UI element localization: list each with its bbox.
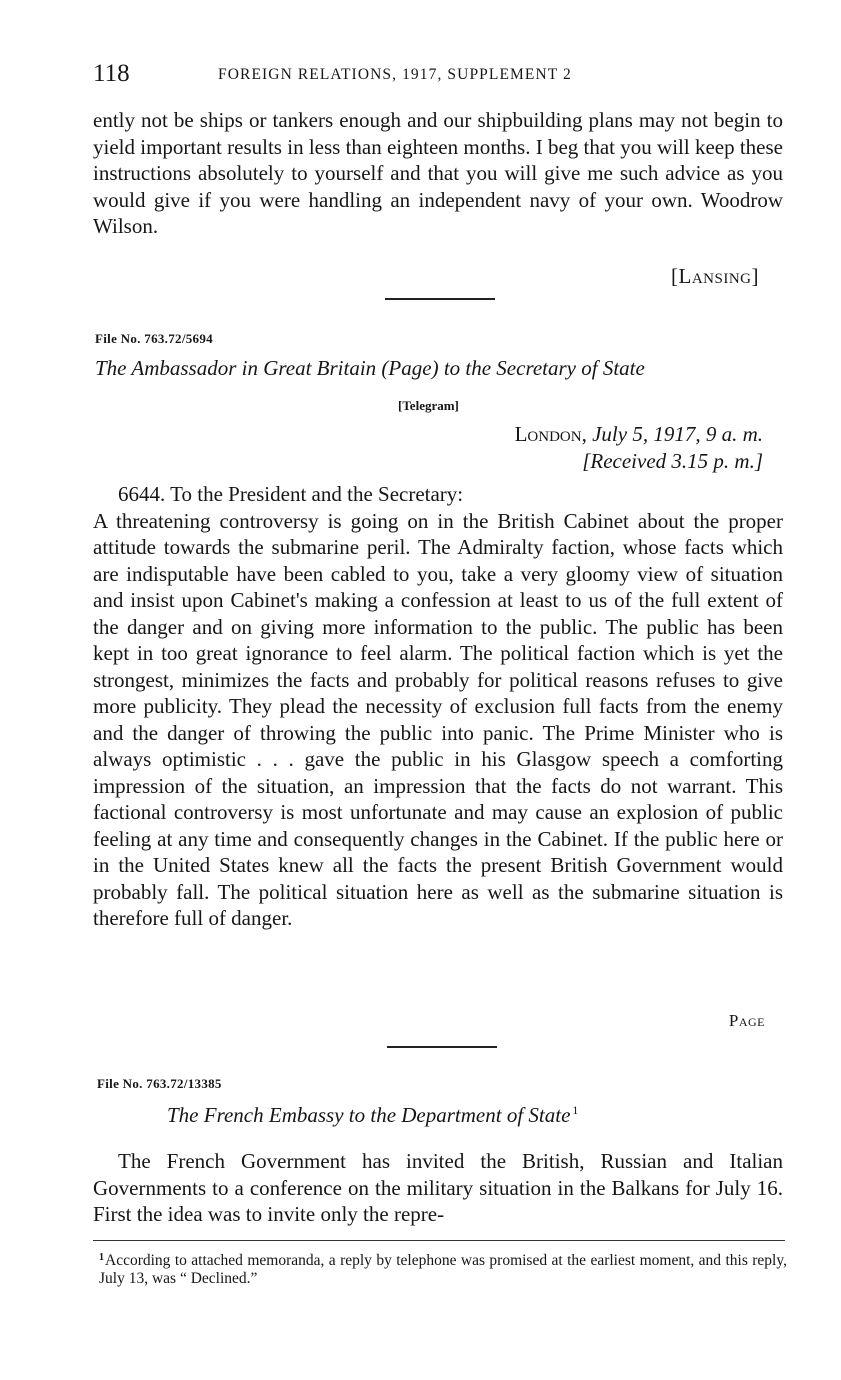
section-divider [387, 1046, 497, 1048]
page-number: 118 [93, 60, 130, 87]
dateline-place: London, [514, 422, 587, 446]
footnote-text: According to attached memoranda, a reply by telephone was promised at the earliest moment, and this reply, July 13, was “ Declined.” [99, 1252, 787, 1287]
french-embassy-paragraph: The French Government has invited the British, Russian and Italian Governments to a conference on the military situation in the Balkans for July 16. First the idea was to invite only the repre- [93, 1149, 783, 1226]
file-number: File No. 763.72/5694 [95, 331, 213, 346]
lansing-signature: [Lansing] [671, 264, 759, 288]
french-embassy-heading: The French Embassy to the Department of State [167, 1103, 571, 1127]
running-head [93, 60, 783, 94]
document-heading [167, 1103, 578, 1128]
page-signature: Page [728, 1011, 765, 1030]
continuation-paragraph: ently not be ships or tankers enough and our shipbuilding plans may not begin to yield important results in less than eighteen months. I beg that you will keep these instructions absolutely to yourself and that you will give me such advice as you would give if you were handling an independent navy of your own. Woodrow Wilson. [93, 108, 783, 238]
section-divider [385, 298, 495, 300]
telegram-address: 6644. To the President and the Secretary: [118, 482, 464, 506]
dateline [515, 422, 763, 447]
running-head-title: FOREIGN RELATIONS, 1917, SUPPLEMENT 2 [218, 66, 572, 83]
dateline-date: July 5, 1917, 9 a. m. [592, 422, 763, 446]
telegram-tag: [Telegram] [398, 398, 459, 413]
file-number: File No. 763.72/13385 [97, 1076, 222, 1091]
received-time: [Received 3.15 p. m.] [582, 449, 763, 473]
telegram-text: A threatening controversy is going on in the British Cabinet about the proper attitude towards the submarine peril. The Admiralty faction, whose facts which are indisputable have been cabled to you, take a very gloomy view of situation and insist upon Cabinet's making a confession at least to us of the full extent of the danger and on giving more information to the public. The public has been kept in too great ignorance to feel alarm. The political faction which is yet the strongest, minimizes the facts and probably for political reasons refuses to give more publicity. They plead the necessity of exclusion full facts from the enemy and the danger of throwing the public into panic. The Prime Minister who is always optimistic . . . gave the public in his Glasgow speech a comforting impression of the situation, an impression that the facts do not warrant. This factional controversy is most unfortunate and may cause an explosion of public feeling at any time and consequently changes in the Cabinet. If the public here or in the United States knew all the facts the present British Government would probably fall. The political situation here as well as the submarine situation is therefore full of danger. [93, 508, 783, 930]
footnote [99, 1249, 787, 1288]
footnote-divider [93, 1240, 785, 1241]
footnote-reference: 1 [572, 1103, 579, 1117]
footnote-mark: 1 [99, 1252, 104, 1263]
telegram-body [93, 481, 783, 932]
document-heading: The Ambassador in Great Britain (Page) to the Secretary of State [95, 356, 645, 380]
